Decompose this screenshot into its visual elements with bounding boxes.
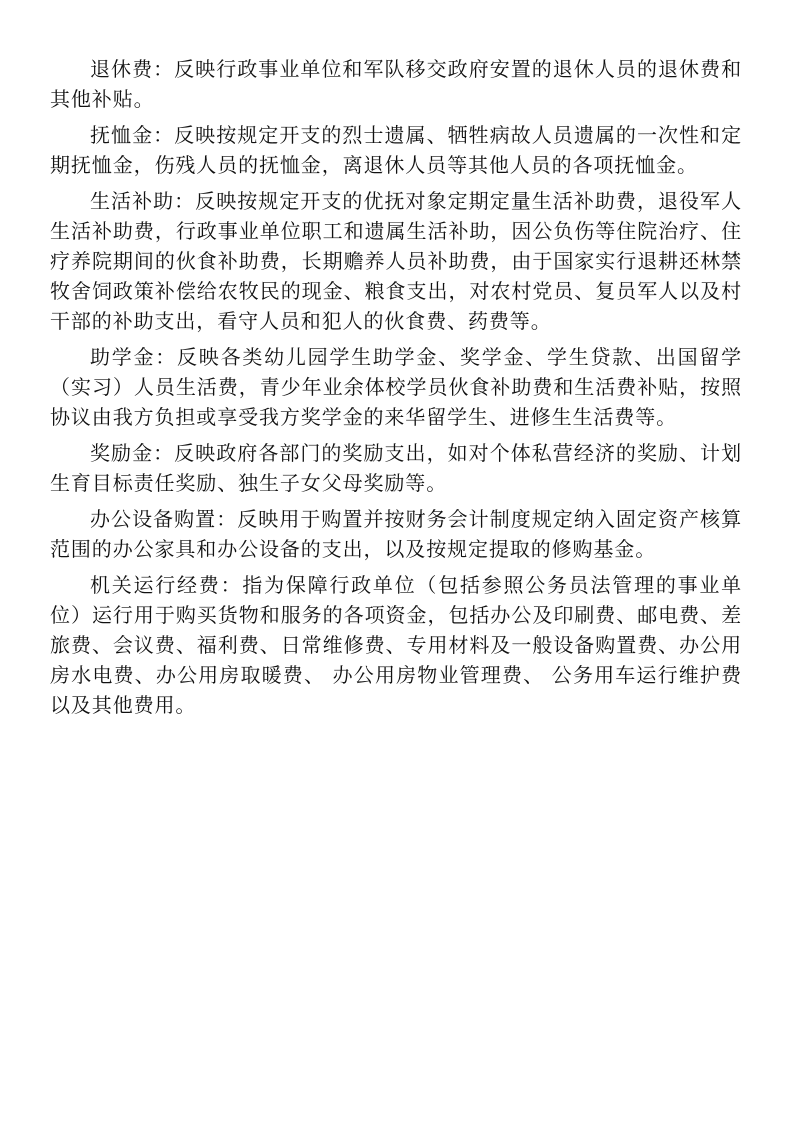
paragraph-living-allowance: 生活补助：反映按规定开支的优抚对象定期定量生活补助费，退役军人生活补助费，行政事业单位职工和遗属生活补助，因公负伤等住院治疗、住疗养院期间的伙食补助费，长期赡养人员补助费，由于国家实行退耕还林禁牧舍饲政策补偿给农牧民的现金、粮食支出，对农村党员、复员军人以及村干部的补助支出，看守人员和犯人的伙食费、药费等。 [50,189,742,333]
paragraph-student-aid: 助学金：反映各类幼儿园学生助学金、奖学金、学生贷款、出国留学（实习）人员生活费，青少年业余体校学员伙食补助费和生活费补贴，按照协议由我方负担或享受我方奖学金的来华留学生、进修生生活费等。 [50,345,742,429]
document-body [50,54,742,726]
paragraph-office-equipment: 办公设备购置：反映用于购置并按财务会计制度规定纳入固定资产核算范围的办公家具和办公设备的支出，以及按规定提取的修购基金。 [50,507,742,561]
paragraph-retirement-fee: 退休费：反映行政事业单位和军队移交政府安置的退休人员的退休费和其他补贴。 [50,57,742,111]
paragraph-pension: 抚恤金：反映按规定开支的烈士遗属、牺牲病故人员遗属的一次性和定期抚恤金，伤残人员的抚恤金，离退休人员等其他人员的各项抚恤金。 [50,123,742,177]
paragraph-operating-expenses: 机关运行经费：指为保障行政单位（包括参照公务员法管理的事业单位）运行用于购买货物和服务的各项资金，包括办公及印刷费、邮电费、差旅费、会议费、福利费、日常维修费、专用材料及一般设备购置费、办公用房水电费、办公用房取暖费、 办公用房物业管理费、 公务用车运行维护费以及其他费用。 [50,573,742,717]
paragraph-rewards: 奖励金：反映政府各部门的奖励支出，如对个体私营经济的奖励、计划生育目标责任奖励、独生子女父母奖励等。 [50,441,742,495]
